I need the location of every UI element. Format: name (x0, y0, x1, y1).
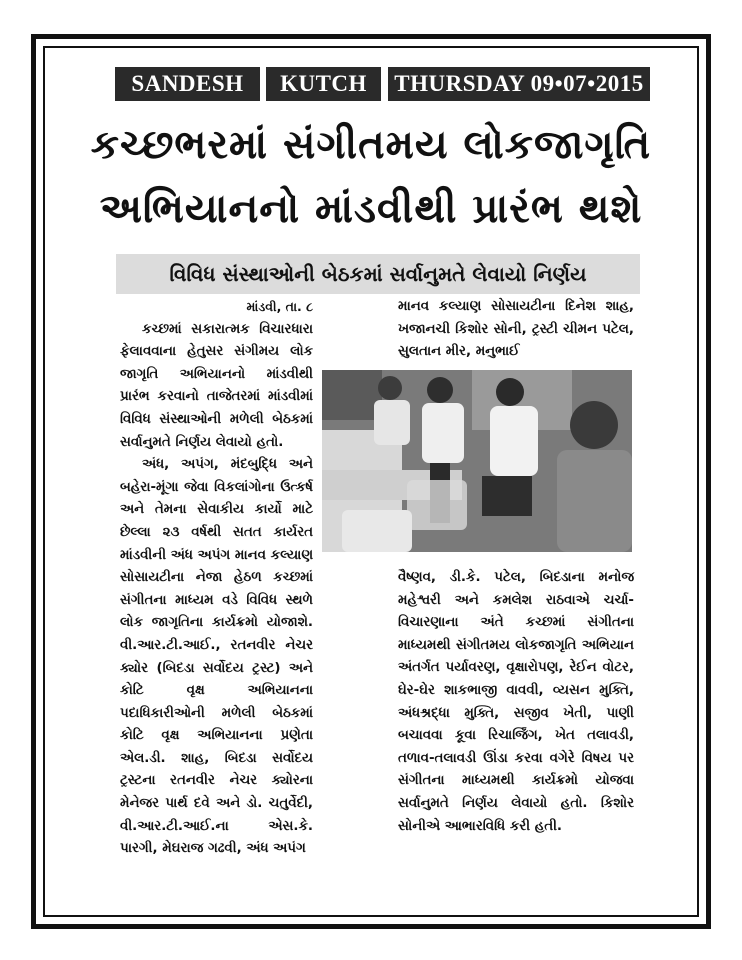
article-paragraph-2: અંધ, અપંગ, મંદબુદ્ધિ અને બહેરા-મૂંગા જેવા વિકલાંગોના ઉત્કર્ષ અને તેમના સેવાકીય કાર્યો માટે છેલ્લા ૨૩ વર્ષથી સતત કાર્યરત માંડવીની અંધ અપંગ માનવ કલ્યાણ સોસાયટીના નેજા હેઠળ કચ્છમાં સંગીતના માધ્યમ વડે વિવિધ સ્થળે લોક જાગૃતિના કાર્યક્રમો યોજાશે. વી.આર.ટી.આઈ., રતનવીર નેચર ક્યોર (બિદડા સર્વોદય ટ્રસ્ટ) અને કોટિ વૃક્ષ અભિયાનના પદાધિકારીઓની મળેલી બેઠકમાં કોટિ વૃક્ષ અભિયાનના પ્રણેતા એલ.ડી. શાહ, બિદડા સર્વોદય ટ્રસ્ટના રતનવીર નેચર ક્યોરના મેનેજર પાર્થ દવે અને ડો. ચતુર્વેદી, વી.આર.ટી.આઈ.ના એસ.કે. પારગી, મેઘરાજ ગઢવી, અંધ અપંગ (120, 457, 313, 857)
subheadline: વિવિધ સંસ્થાઓની બેઠકમાં સર્વાનુમતે લેવાયો નિર્ણય (169, 262, 587, 286)
masthead-paper-name: SANDESH (115, 67, 260, 101)
article-column-2-top (398, 296, 634, 364)
headline-line-1: કચ્છભરમાં સંગીતમય લોકજાગૃતિ (90, 122, 652, 168)
headline-line-2: અભિયાનનો માંડવીથી પ્રારંભ થશે (99, 186, 643, 232)
article-paragraph-1: કચ્છમાં સકારાત્મક વિચારધારા ફેલાવવાના હેતુસર સંગીમય લોક જાગૃતિ અભિયાનનો માંડવીથી પ્રારંભ કરવાનો તાજેતરમાં માંડવીમાં વિવિધ સંસ્થાઓની મળેલી બેઠકમાં સર્વાનુમતે નિર્ણય લેવાયો હતો. (120, 321, 313, 450)
article-paragraph-3: માનવ કલ્યાણ સોસાયટીના દિનેશ શાહ, ખજાનચી કિશોર સોની, ટ્રસ્ટી ચીમન પટેલ, સુલતાન મીર, મનુભાઈ (398, 299, 634, 360)
masthead-date: THURSDAY 09•07•2015 (388, 67, 650, 101)
dateline: માંડવી, તા. ૮ (246, 299, 313, 314)
meeting-photo (322, 370, 632, 552)
article-paragraph-4: વૈષ્ણવ, ડી.કે. પટેલ, બિદડાના મનોજ મહેશ્વરી અને કમલેશ રાઠવાએ ચર્ચા-વિચારણાના અંતે કચ્છમાં સંગીતના માધ્યમથી સંગીતમય લોકજાગૃતિ અભિયાન અંતર્ગત પર્યાવરણ, વૃક્ષારોપણ, રેઈન વોટર, ઘેર-ઘેર શાકભાજી વાવવી, વ્યસન મુક્તિ, અંધશ્રદ્ધા મુક્તિ, સજીવ ખેતી, પાણી બચાવવા કૂવા રિચાર્જિંગ, ખેત તલાવડી, તળાવ-તલાવડી ઊંડા કરવા વગેરે વિષય પર સંગીતના માધ્યમથી કાર્યક્રમો યોજવા સર્વાનુમતે નિર્ણય લેવાયો હતો. કિશોર સોનીએ આભારવિધિ કરી હતી. (398, 570, 634, 834)
article-column-1 (120, 296, 313, 861)
article-column-2-bottom (398, 567, 634, 838)
masthead-edition: KUTCH (266, 67, 381, 101)
meeting-photo-image (322, 370, 632, 552)
